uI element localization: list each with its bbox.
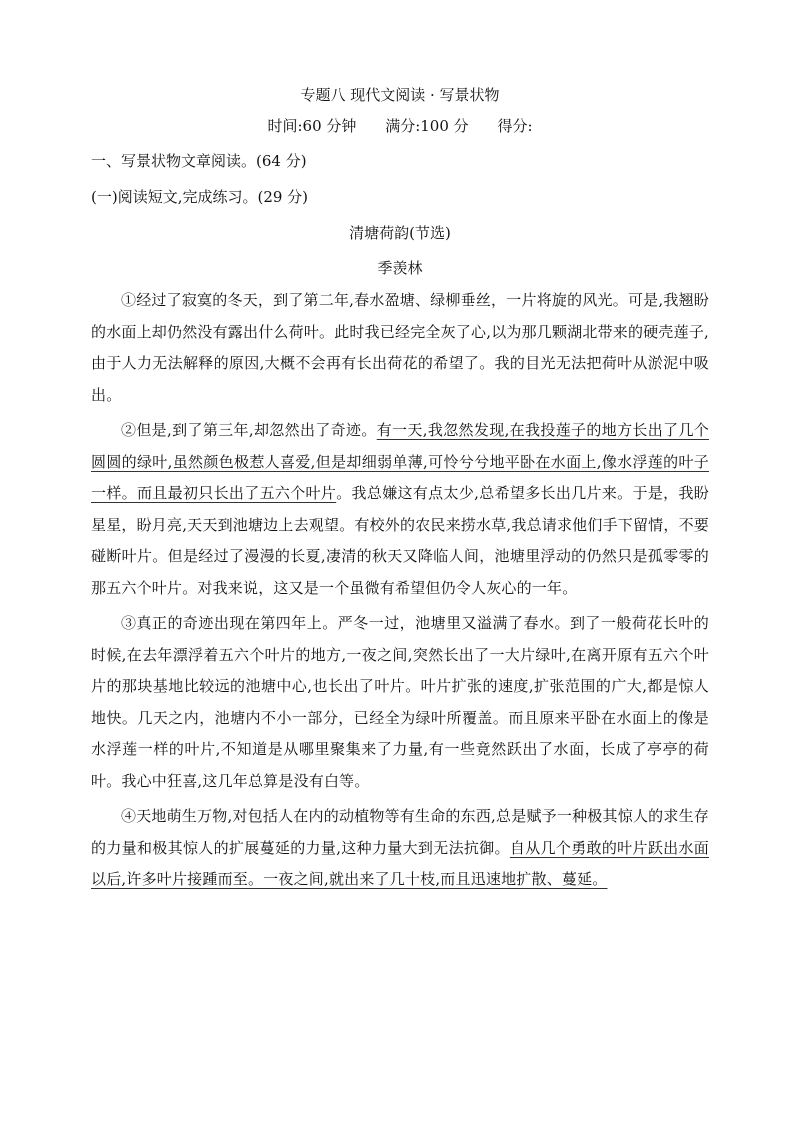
paragraph-2-end: 。我总嫌这有点太少,总希望多长出几片来。于是，我盼星星，盼月亮,天天到池塘边上去观望。有校外的农民来捞水草,我总请求他们手下留情，不要碰断叶片。但是经过了漫漫的长夏,凄清的秋天又降临人间，池塘里浮动的仍然只是孤零零的那五六个叶片。对我来说，这又是一个虽微有希望但仍令人灰心的一年。: [91, 484, 709, 597]
time-limit: 时间:60 分钟: [267, 117, 357, 135]
paragraph-2-underlined: 有一天,我忽然发现,在我投莲子的地方长出了几个圆圆的绿叶,虽然颜色极惹人喜爱,但是却细弱单薄,可怜兮兮地平卧在水面上,像水浮莲的叶子一样。而且最初只长出了五六个叶片: [91, 421, 710, 502]
paragraph-2-start: ②但是,到了第三年,却忽然出了奇迹。: [121, 421, 377, 439]
article-author: 季羡林: [377, 259, 423, 277]
score-field: 得分:: [497, 117, 533, 135]
document-page: [91, 82, 709, 900]
paragraph-2: [91, 415, 709, 604]
paragraph-4: [91, 801, 709, 896]
section-heading: 一、写景状物文章阅读。(64 分): [91, 152, 307, 170]
full-score: 满分:100 分: [385, 117, 469, 135]
paragraph-4-underlined: 自从几个勇敢的叶片跃出水面以后,许多叶片接踵而至。一夜之间,就出来了几十枝,而且迅速地扩散、蔓延。: [91, 838, 709, 888]
paragraph-1: ①经过了寂寞的冬天，到了第二年,春水盈塘、绿柳垂丝，一片将旋的风光。可是,我翘盼的水面上却仍然没有露出什么荷叶。此时我已经完全灰了心,以为那几颗湖北带来的硬壳莲子,由于人力无法解释的原因,大概不会再有长出荷花的希望了。我的目光无法把荷叶从淤泥中吸出。: [91, 291, 709, 404]
paragraph-3: ③真正的奇迹出现在第四年上。严冬一过，池塘里又溢满了春水。到了一般荷花长叶的时候,在去年漂浮着五六个叶片的地方,一夜之间,突然长出了一大片绿叶,在离开原有五六个叶片的那块基地比较远的池塘中心,也长出了叶片。叶片扩张的速度,扩张范围的广大,都是惊人地快。几天之内，池塘内不小一部分，已经全为绿叶所覆盖。而且原来平卧在水面上的像是水浮莲一样的叶片,不知道是从哪里聚集来了力量,有一些竟然跃出了水面，长成了亭亭的荷叶。我心中狂喜,这几年总算是没有白等。: [91, 614, 709, 790]
article-title: 清塘荷韵(节选): [349, 224, 451, 242]
document-title: 专题八 现代文阅读 · 写景状物: [300, 86, 500, 104]
exam-meta: [91, 109, 709, 143]
subsection-heading: (一)阅读短文,完成练习。(29 分): [91, 188, 309, 206]
paragraph-4-start: ④天地萌生万物,对包括人在内的动植物等有生命的东西,总是赋予一种极其惊人的求生存的力量和极其惊人的扩展蔓延的力量,这种力量大到无法抗御。: [91, 807, 709, 857]
